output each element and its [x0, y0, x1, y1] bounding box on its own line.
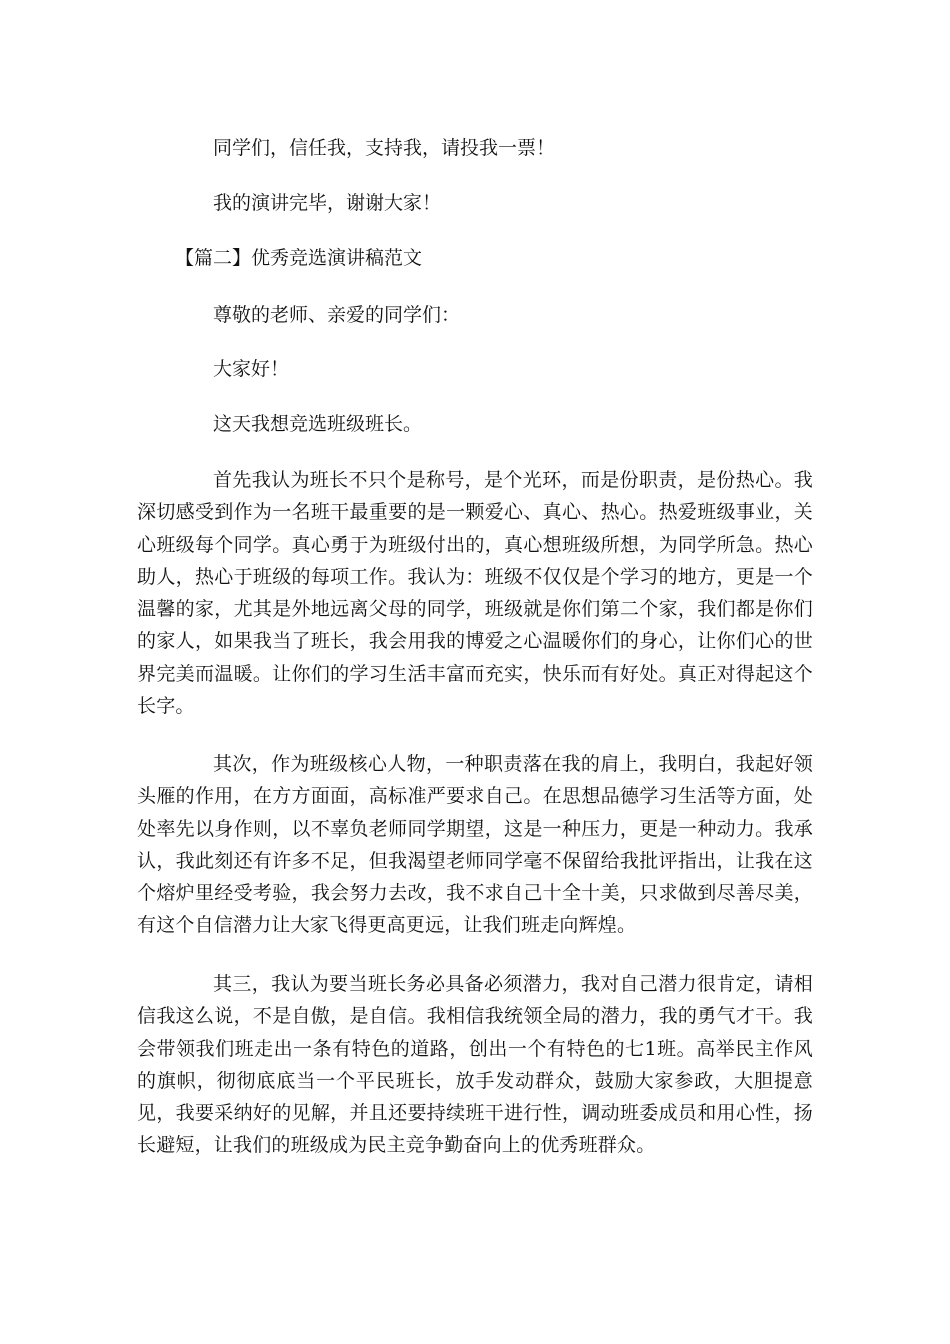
intro-line: 这天我想竞选班级班长。	[213, 413, 423, 435]
closing-line-vote: 同学们，信任我，支持我，请投我一票！	[213, 137, 556, 159]
closing-line-thanks: 我的演讲完毕，谢谢大家！	[213, 192, 442, 214]
paragraph-second: 其次，作为班级核心人物，一种职责落在我的肩上，我明白，我起好领头雁的作用，在方方面面，高标准严要求自己。在思想品德学习生活等方面，处处率先以身作则，以不辜负老师同学期望，这是一种压力，更是一种动力。我承认，我此刻还有许多不足，但我渴望老师同学毫不保留给我批评指出，让我在这个熔炉里经受考验，我会努力去改，我不求自己十全十美，只求做到尽善尽美，有这个自信潜力让大家飞得更高更远，让我们班走向辉煌。	[137, 753, 813, 937]
paragraph-third: 其三，我认为要当班长务必具备必须潜力，我对自己潜力很肯定，请相信我这么说，不是自傲，是自信。我相信我统领全局的潜力，我的勇气才干。我会带领我们班走出一条有特色的道路，创出一个有特色的七1班。高举民主作风的旗帜，彻彻底底当一个平民班长，放手发动群众，鼓励大家参政，大胆提意见，我要采纳好的见解，并且还要持续班干进行性，调动班委成员和用心性，扬长避短，让我们的班级成为民主竞争勤奋向上的优秀班群众。	[137, 973, 813, 1157]
section-heading: 【篇二】优秀竞选演讲稿范文	[175, 247, 423, 269]
salutation: 尊敬的老师、亲爱的同学们：	[213, 304, 461, 326]
greeting: 大家好！	[213, 358, 290, 380]
paragraph-first: 首先我认为班长不只个是称号，是个光环，而是份职责，是份热心。我深切感受到作为一名班干最重要的是一颗爱心、真心、热心。热爱班级事业，关心班级每个同学。真心勇于为班级付出的，真心想班级所想，为同学所急。热心助人，热心于班级的每项工作。我认为：班级不仅仅是个学习的地方，更是一个温馨的家，尤其是外地远离父母的同学，班级就是你们第二个家，我们都是你们的家人，如果我当了班长，我会用我的博爱之心温暖你们的身心，让你们心的世界完美而温暖。让你们的学习生活丰富而充实，快乐而有好处。真正对得起这个长字。	[137, 469, 813, 718]
